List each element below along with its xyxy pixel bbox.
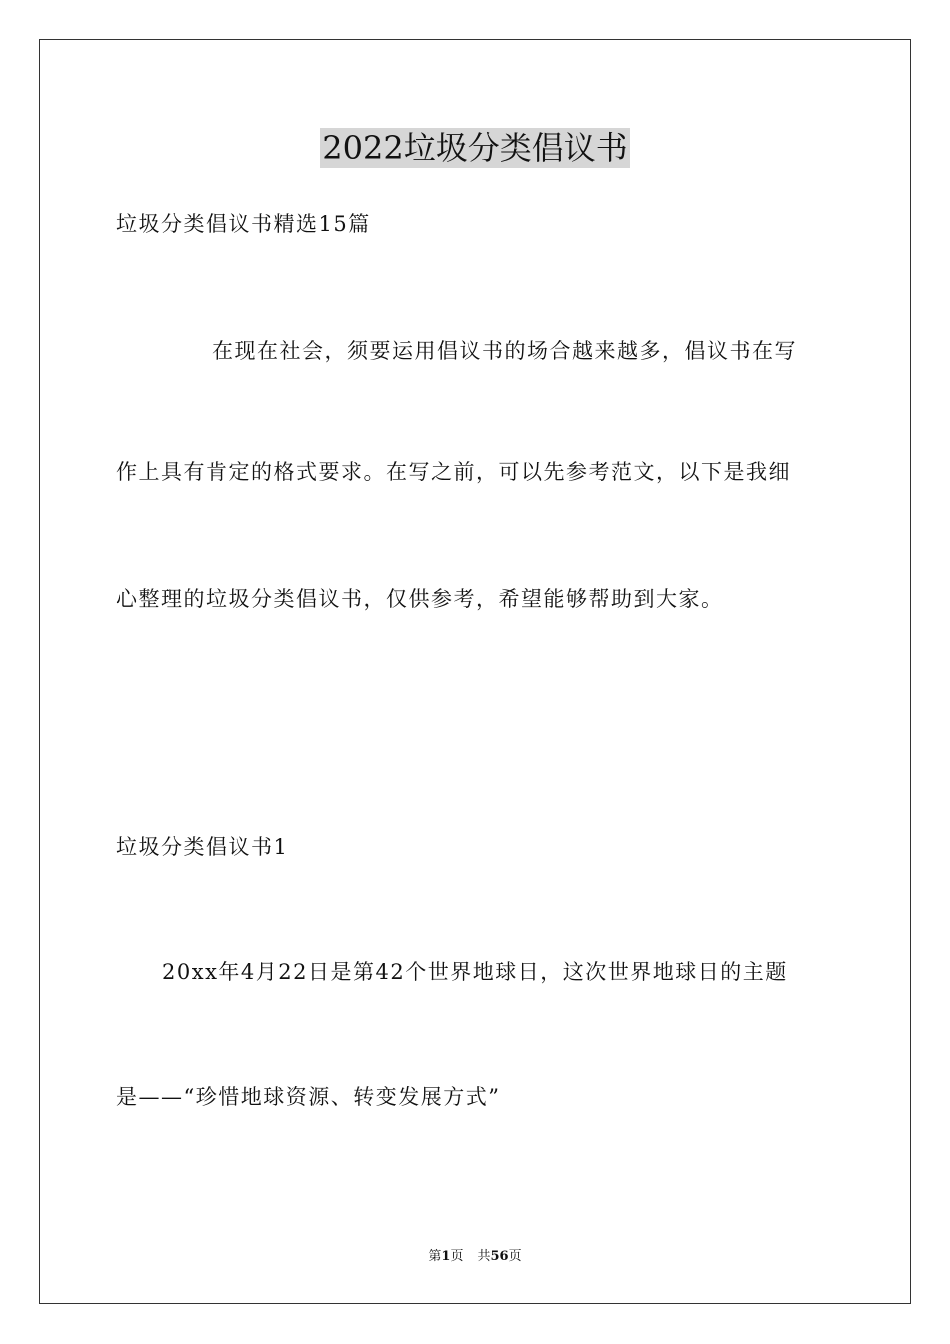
page-footer: [0, 1248, 950, 1266]
section-1-line-1: 20xx年4月22日是第42个世界地球日，这次世界地球日的主题: [162, 960, 788, 984]
intro-line-2: 作上具有肯定的格式要求。在写之前，可以先参考范文，以下是我细: [116, 460, 791, 484]
document-title: 2022垃圾分类倡议书: [322, 129, 628, 167]
section-1-heading: 垃圾分类倡议书1: [116, 835, 289, 859]
total-suffix: 页: [508, 1249, 522, 1264]
title-container: [0, 128, 950, 168]
intro-line-1: 在现在社会，须要运用倡议书的场合越来越多，倡议书在写: [212, 339, 797, 363]
intro-line-3: 心整理的垃圾分类倡议书，仅供参考，希望能够帮助到大家。: [116, 587, 724, 611]
page-suffix: 页: [450, 1249, 464, 1264]
total-page-count: 56: [490, 1249, 509, 1264]
total-prefix: 共: [477, 1249, 491, 1264]
document-subtitle: 垃圾分类倡议书精选15篇: [116, 212, 371, 236]
section-1-line-2: 是——“珍惜地球资源、转变发展方式”: [116, 1085, 501, 1109]
page-prefix: 第: [428, 1249, 442, 1264]
current-page-number: 1: [441, 1249, 451, 1264]
